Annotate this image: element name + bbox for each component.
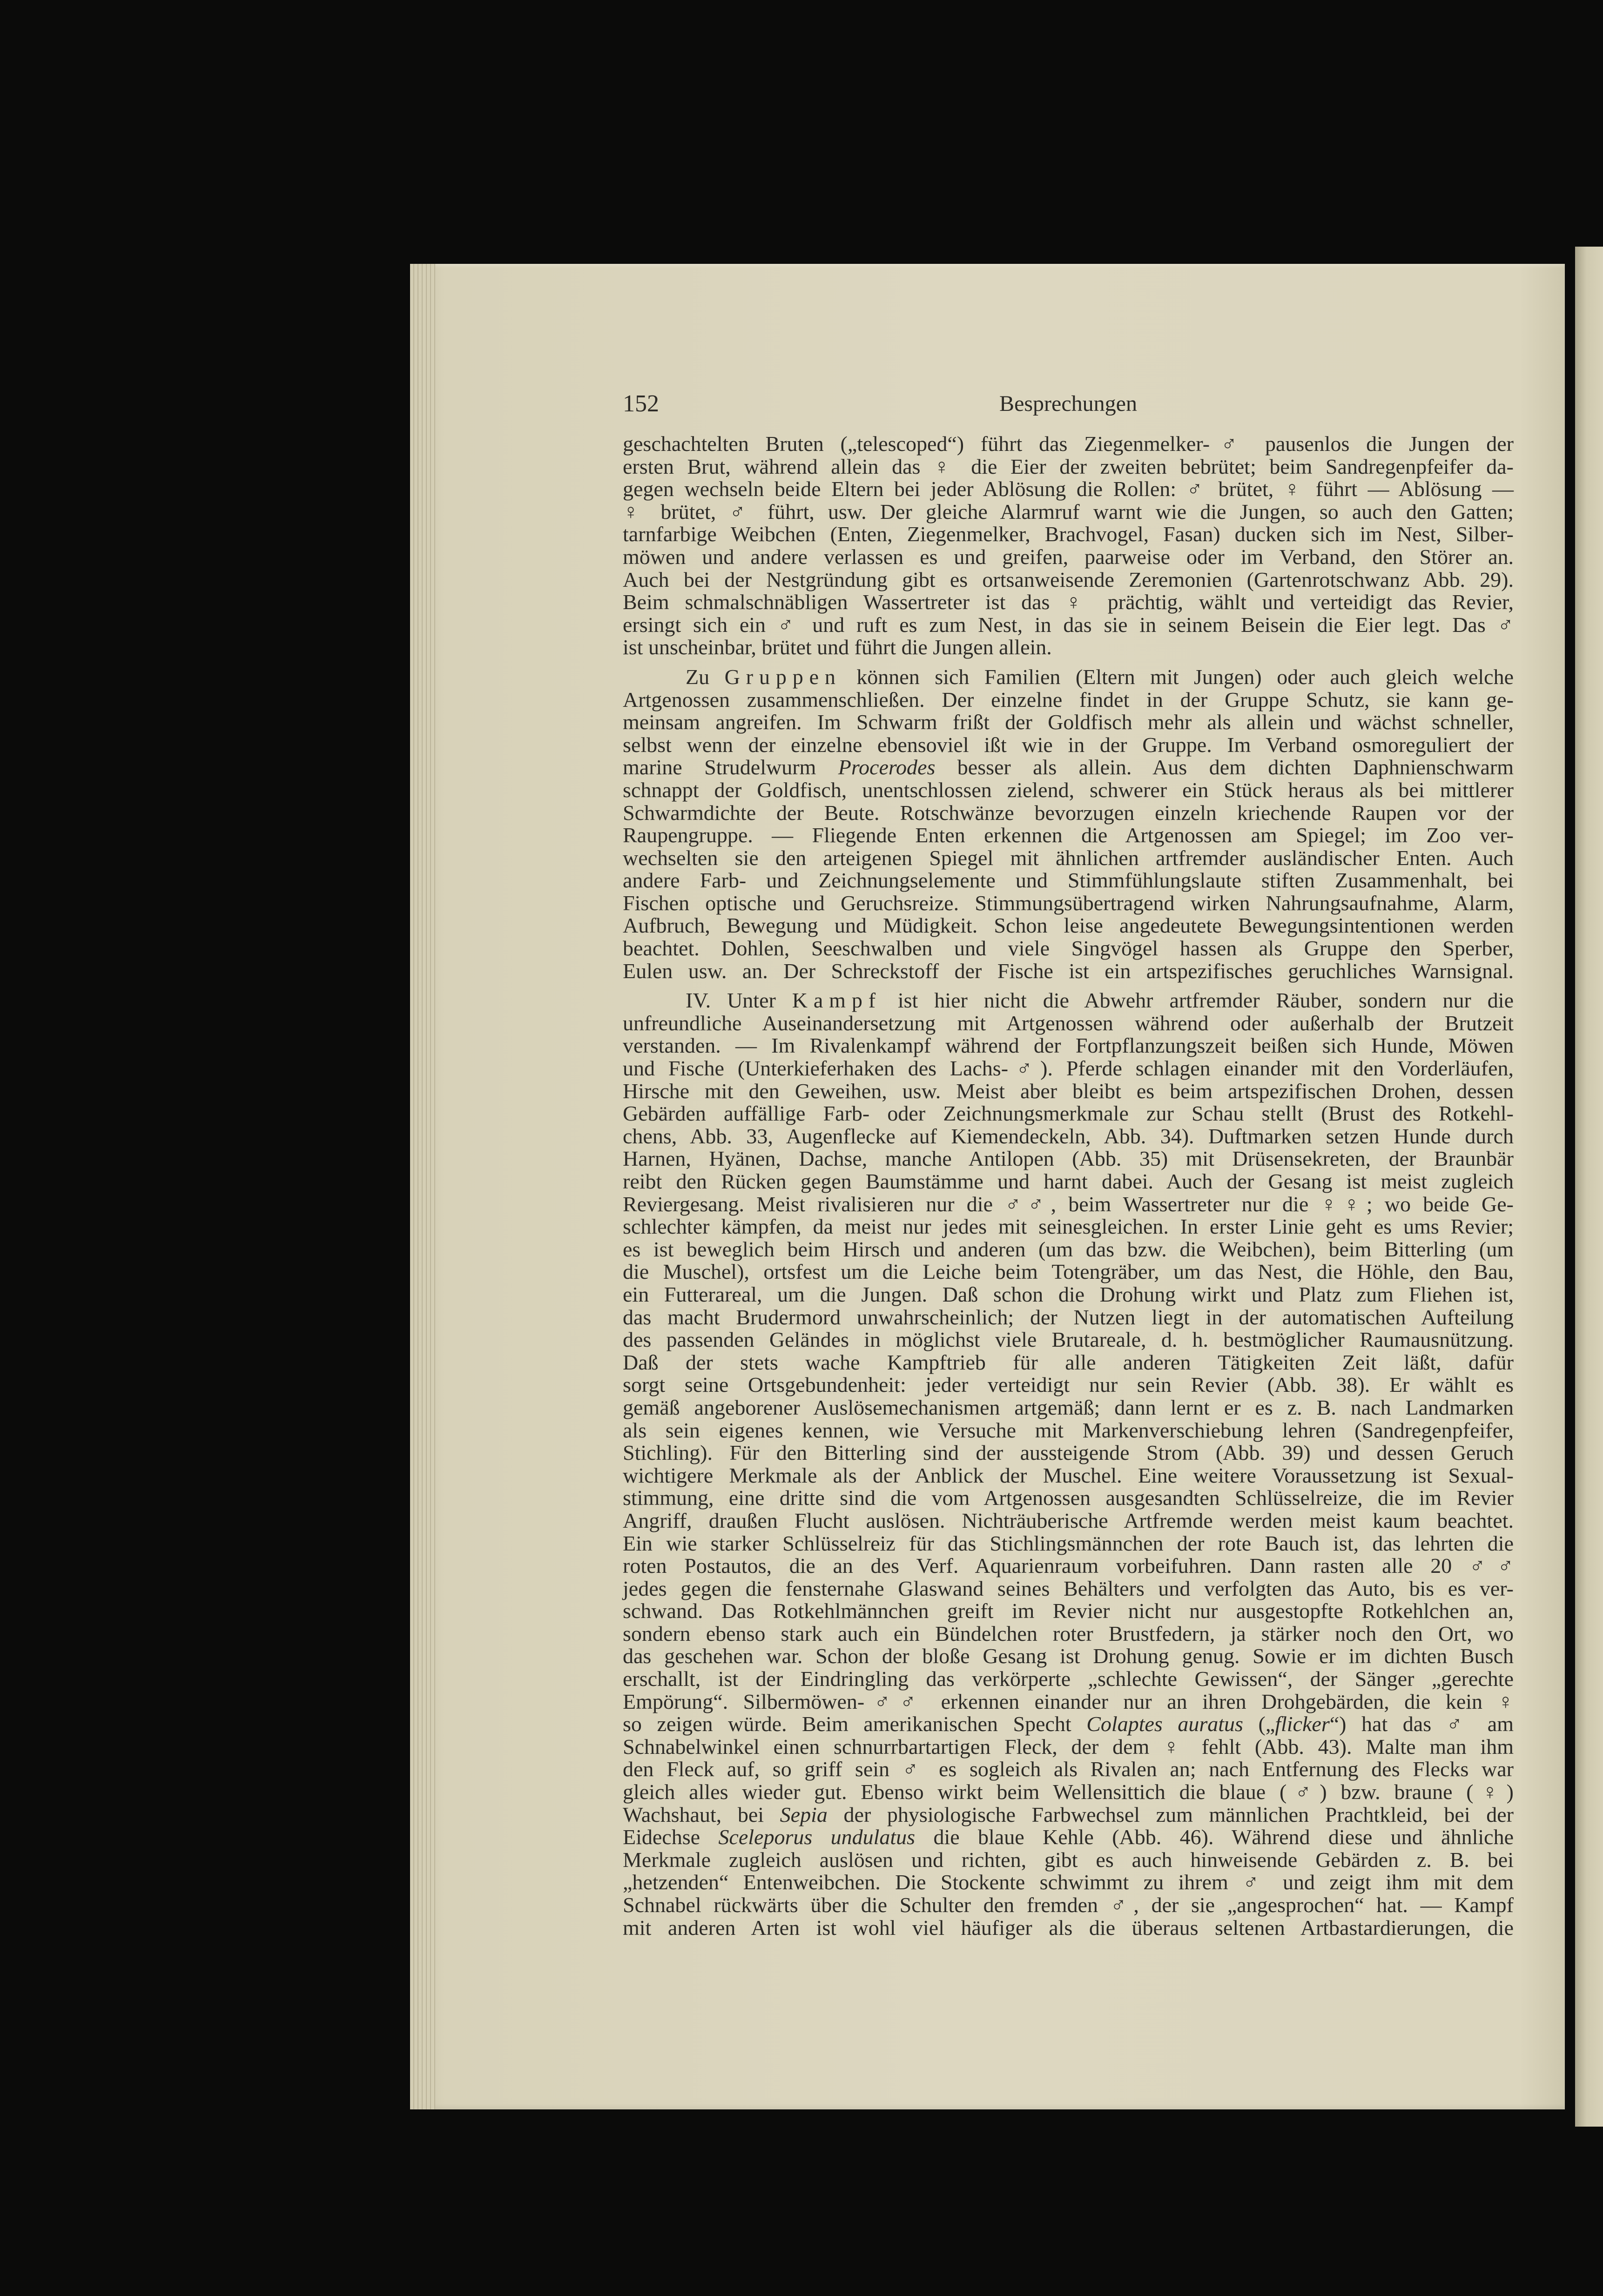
- text-line: [623, 569, 1514, 591]
- text-run: selbst wenn der einzelne ebensoviel ißt wie in der Gruppe. Im Verband osmoreguliert der: [623, 732, 1514, 757]
- italic-text: Sceleporus undulatus: [718, 1825, 916, 1849]
- italic-text: Sepia: [780, 1802, 828, 1826]
- text-run: Aufbruch, Bewegung und Müdigkeit. Schon leise angedeutete Bewegungsintentionen werden: [623, 913, 1514, 938]
- text-run: schwand. Das Rotkehlmännchen greift im Revier nicht nur ausgestopfte Rotkehlchen an,: [623, 1599, 1514, 1623]
- adjacent-page-edge: [1575, 247, 1603, 2127]
- text-line: [623, 1193, 1514, 1216]
- text-line: [623, 1894, 1514, 1917]
- text-run: Stichling). Für den Bitterling sind der aussteigende Strom (Abb. 39) und dessen Geruch: [623, 1441, 1514, 1465]
- text-run: Daß der stets wache Kampftrieb für alle anderen Tätigkeiten Zeit läßt, dafür: [623, 1350, 1514, 1374]
- text-line: [623, 1555, 1514, 1578]
- text-line: [623, 689, 1514, 712]
- text-line: [623, 1826, 1514, 1849]
- text-line: [623, 1691, 1514, 1713]
- text-line: [623, 1532, 1514, 1555]
- text-line: [623, 779, 1514, 802]
- text-run: Merkmale zugleich auslösen und richten, gibt es auch hinweisende Gebärden z. B. bei: [623, 1847, 1514, 1872]
- text-run: möwen und andere verlassen es und greifen, paarweise oder im Verband, den Störer an.: [623, 544, 1514, 569]
- text-line: [623, 1396, 1514, 1419]
- text-run: unfreundliche Auseinandersetzung mit Artgenossen während oder außerhalb der Brutzeit: [623, 1011, 1514, 1035]
- page-header: [623, 390, 1514, 418]
- text-run: gegen wechseln beide Eltern bei jeder Ablösung die Rollen: ♂ brütet, ♀ führt — Ablösung —: [623, 477, 1514, 501]
- text-run: “) hat das ♂ am: [1329, 1712, 1514, 1736]
- text-line: [623, 433, 1514, 456]
- text-line: [623, 1148, 1514, 1170]
- text-run: „hetzenden“ Entenweibchen. Die Stockente schwimmt zu ihrem ♂ und zeigt ihm mit dem: [623, 1870, 1514, 1894]
- text-run: ein Futterareal, um die Jungen. Daß schon die Drohung wirkt und Platz zum Fliehen ist,: [623, 1282, 1514, 1306]
- text-run: ist unscheinbar, brütet und führt die Jungen allein.: [623, 635, 1052, 659]
- text-line: [623, 1034, 1514, 1057]
- text-run: Schwarmdichte der Beute. Rotschwänze bevorzugen einzeln kriechende Raupen vor der: [623, 800, 1514, 825]
- text-line: [623, 1329, 1514, 1351]
- text-line: [623, 756, 1514, 779]
- text-run: sorgt seine Ortsgebundenheit: jeder verteidigt nur sein Revier (Abb. 38). Er wählt es: [623, 1373, 1514, 1397]
- text-run: Beim schmalschnäbligen Wassertreter ist das ♀ prächtig, wählt und verteidigt das Revier,: [623, 590, 1514, 614]
- text-run: wichtigere Merkmale als der Anblick der Muschel. Eine weitere Voraussetzung ist Sexual-: [623, 1463, 1514, 1487]
- text-line: [623, 636, 1514, 659]
- text-run: Empörung“. Silbermöwen-♂♂ erkennen einander nur an ihren Drohgebärden, die kein ♀: [623, 1689, 1514, 1713]
- text-line: [623, 1758, 1514, 1781]
- text-run: so zeigen würde. Beim amerikanischen Specht: [623, 1712, 1087, 1736]
- text-line: [623, 802, 1514, 825]
- text-block: [623, 433, 1514, 1939]
- text-line: [623, 960, 1514, 983]
- text-run: gleich alles wieder gut. Ebenso wirkt beim Wellensittich die blaue (♂) bzw. braune (♀): [623, 1780, 1514, 1804]
- text-run: Gebärden auffällige Farb- oder Zeichnungsmerkmale zur Schau stellt (Brust des Rotkehl-: [623, 1101, 1514, 1126]
- text-run: mit anderen Arten ist wohl viel häufiger als die überaus seltenen Artbastardierungen, die: [623, 1915, 1514, 1940]
- text-run: sondern ebenso stark auch ein Bündelchen roter Brustfedern, ja stärker noch den Ort, wo: [623, 1621, 1514, 1645]
- text-line: [623, 1012, 1514, 1035]
- text-line: [623, 869, 1514, 892]
- spaced-emphasis-text: Gruppen: [724, 665, 842, 689]
- text-run: Raupengruppe. — Fliegende Enten erkennen die Artgenossen am Spiegel; im Zoo ver-: [623, 823, 1514, 847]
- text-line: [623, 478, 1514, 501]
- text-line: [623, 1283, 1514, 1306]
- paragraph: [623, 989, 1514, 1939]
- text-line: [623, 614, 1514, 637]
- text-run: schnappt der Goldfisch, unentschlossen zielend, schwerer ein Stück heraus als bei mittlerer: [623, 778, 1514, 802]
- text-line: [623, 711, 1514, 734]
- text-run: marine Strudelwurm: [623, 755, 838, 779]
- text-line: [623, 1804, 1514, 1826]
- text-line: [623, 1125, 1514, 1148]
- text-run: ♀ brütet, ♂ führt, usw. Der gleiche Alarmruf warnt wie die Jungen, so auch den Gatten;: [623, 499, 1514, 524]
- text-line: [623, 501, 1514, 524]
- text-run: ist hier nicht die Abwehr artfremder Räuber, sondern nur die: [881, 988, 1514, 1013]
- text-run: stimmung, eine dritte sind die vom Artgenossen ausgesandten Schlüsselreize, die im Revier: [623, 1486, 1514, 1510]
- text-run: als sein eigenes kennen, wie Versuche mit Markenverschiebung lehren (Sandregenpfeifer,: [623, 1418, 1514, 1442]
- text-line: [623, 1713, 1514, 1736]
- italic-text: Colaptes auratus: [1086, 1712, 1243, 1736]
- book-page: [410, 264, 1565, 2109]
- text-line: [623, 666, 1514, 689]
- text-line: [623, 734, 1514, 757]
- text-run: es ist beweglich beim Hirsch und anderen (um das bzw. die Weibchen), beim Bitterling (um: [623, 1237, 1514, 1261]
- text-line: [623, 1487, 1514, 1510]
- text-run: Reviergesang. Meist rivalisieren nur die ♂♂, beim Wassertreter nur die ♀♀; wo beide Ge-: [623, 1192, 1514, 1216]
- text-run: Auch bei der Nestgründung gibt es ortsanweisende Zeremonien (Gartenrotschwanz Abb. 29).: [623, 567, 1514, 591]
- text-run: der physiologische Farbwechsel zum männlichen Prachtkleid, bei der: [827, 1802, 1514, 1826]
- text-line: [623, 1578, 1514, 1600]
- text-line: [623, 546, 1514, 569]
- text-run: andere Farb- und Zeichnungselemente und Stimmfühlungslaute stiften Zusammenhalt, bei: [623, 868, 1514, 893]
- text-line: [623, 1170, 1514, 1193]
- text-line: [623, 937, 1514, 960]
- text-run: Angriff, draußen Flucht auslösen. Nichträuberische Artfremde werden meist kaum beachtet.: [623, 1508, 1514, 1532]
- text-line: [623, 1374, 1514, 1396]
- text-run: Fischen optische und Geruchsreize. Stimmungsübertragend wirken Nahrungsaufnahme, Alarm,: [623, 891, 1514, 915]
- italic-text: flicker: [1275, 1712, 1330, 1736]
- text-line: [623, 1668, 1514, 1691]
- text-run: geschachtelten Bruten („telescoped“) führt das Ziegenmelker-♂ pausenlos die Jungen der: [623, 432, 1514, 456]
- text-run: IV. Unter: [686, 988, 792, 1013]
- text-line: [623, 1849, 1514, 1872]
- page-number: 152: [623, 390, 659, 417]
- text-line: [623, 1419, 1514, 1442]
- text-run: roten Postautos, die an des Verf. Aquarienraum vorbeifuhren. Dann rasten alle 20 ♂♂: [623, 1554, 1514, 1578]
- text-run: schlechter kämpfen, da meist nur jedes mit seinesgleichen. In erster Linie geht es ums Revier;: [623, 1215, 1514, 1239]
- running-title: Besprechungen: [999, 391, 1137, 416]
- text-run: Eidechse: [623, 1825, 719, 1849]
- text-run: Wachshaut, bei: [623, 1802, 780, 1826]
- text-run: das macht Brudermord unwahrscheinlich; der Nutzen liegt in der automatischen Aufteilung: [623, 1305, 1514, 1329]
- text-run: reibt den Rücken gegen Baumstämme und harnt dabei. Auch der Gesang ist meist zugleich: [623, 1169, 1514, 1193]
- text-run: jedes gegen die fensternahe Glaswand seines Behälters und verfolgten das Auto, bis es ver-: [623, 1576, 1514, 1600]
- text-run: die Muschel), ortsfest um die Leiche beim Totengräber, um das Nest, die Höhle, den Bau,: [623, 1260, 1514, 1284]
- text-line: [623, 1215, 1514, 1238]
- text-line: [623, 1510, 1514, 1532]
- text-run: Ein wie starker Schlüsselreiz für das Stichlingsmännchen der rote Bauch ist, das lehrten die: [623, 1531, 1514, 1555]
- text-run: des passenden Geländes in möglichst viele Brutareale, d. h. bestmöglicher Raumausnützung.: [623, 1328, 1514, 1352]
- text-run: Zu: [686, 665, 725, 689]
- text-line: [623, 1102, 1514, 1125]
- text-line: [623, 456, 1514, 478]
- text-run: verstanden. — Im Rivalenkampf während der Fortpflanzungszeit beißen sich Hunde, Möwen: [623, 1034, 1514, 1058]
- text-line: [623, 1623, 1514, 1645]
- text-line: [623, 1600, 1514, 1623]
- text-run: wechselten sie den arteigenen Spiegel mit ähnlichen artfremder ausländischer Enten. Auch: [623, 846, 1514, 870]
- text-run: ersingt sich ein ♂ und ruft es zum Nest, in das sie in seinem Beisein die Eier legt. Das ♂: [623, 612, 1514, 637]
- text-run: besser als allein. Aus dem dichten Daphnienschwarm: [935, 755, 1514, 779]
- italic-text: Procerodes: [838, 755, 936, 779]
- text-run: gemäß angeborener Auslösemechanismen artgemäß; dann lernt er es z. B. nach Landmarken: [623, 1395, 1514, 1419]
- text-line: [623, 847, 1514, 870]
- text-run: Artgenossen zusammenschließen. Der einzelne findet in der Gruppe Schutz, sie kann ge-: [623, 687, 1514, 712]
- text-line: [623, 1261, 1514, 1283]
- text-line: [623, 1080, 1514, 1103]
- text-run: Eulen usw. an. Der Schreckstoff der Fische ist ein artspezifisches geruchliches Warnsignal.: [623, 959, 1514, 983]
- text-run: beachtet. Dohlen, Seeschwalben und viele Singvögel hassen als Gruppe den Sperber,: [623, 936, 1514, 960]
- text-line: [623, 523, 1514, 546]
- text-run: („: [1243, 1712, 1275, 1736]
- text-line: [623, 1781, 1514, 1804]
- text-line: [623, 914, 1514, 937]
- text-run: das geschehen war. Schon der bloße Gesang ist Drohung genug. Sowie er im dichten Busch: [623, 1644, 1514, 1668]
- text-run: chens, Abb. 33, Augenflecke auf Kiemendeckeln, Abb. 34). Duftmarken setzen Hunde durch: [623, 1124, 1514, 1148]
- text-line: [623, 824, 1514, 847]
- text-line: [623, 591, 1514, 614]
- text-run: können sich Familien (Eltern mit Jungen) oder auch gleich welche: [841, 665, 1514, 689]
- text-run: und Fische (Unterkieferhaken des Lachs-♂). Pferde schlagen einander mit den Vorderläufen,: [623, 1056, 1514, 1081]
- text-line: [623, 892, 1514, 915]
- paragraph: [623, 666, 1514, 982]
- text-line: [623, 1306, 1514, 1329]
- text-line: [623, 1442, 1514, 1464]
- text-run: Harnen, Hyänen, Dachse, manche Antilopen (Abb. 35) mit Drüsensekreten, der Braunbär: [623, 1147, 1514, 1171]
- text-run: Hirsche mit den Geweihen, usw. Meist aber bleibt es beim artspezifischen Drohen, dessen: [623, 1079, 1514, 1103]
- text-run: Schnabel rückwärts über die Schulter den fremden ♂, der sie „angesprochen“ hat. — Kampf: [623, 1893, 1514, 1917]
- text-run: meinsam angreifen. Im Schwarm frißt der Goldfisch mehr als allein und wächst schneller,: [623, 710, 1514, 734]
- text-line: [623, 1736, 1514, 1759]
- spaced-emphasis-text: Kampf: [792, 988, 882, 1013]
- text-line: [623, 989, 1514, 1012]
- text-line: [623, 1645, 1514, 1668]
- paragraph: [623, 433, 1514, 659]
- page-stack-edge: [410, 264, 435, 2109]
- text-run: den Fleck auf, so griff sein ♂ es sogleich als Rivalen an; nach Entfernung des Flecks war: [623, 1757, 1514, 1781]
- text-run: erschallt, ist der Eindringling das verkörperte „schlechte Gewissen“, der Sänger „gerechte: [623, 1667, 1514, 1691]
- text-line: [623, 1351, 1514, 1374]
- text-line: [623, 1238, 1514, 1261]
- text-line: [623, 1871, 1514, 1894]
- text-run: tarnfarbige Weibchen (Enten, Ziegenmelker, Brachvogel, Fasan) ducken sich im Nest, Silber-: [623, 522, 1514, 546]
- text-run: die blaue Kehle (Abb. 46). Während diese und ähnliche: [915, 1825, 1514, 1849]
- text-line: [623, 1057, 1514, 1080]
- text-line: [623, 1464, 1514, 1487]
- text-run: ersten Brut, während allein das ♀ die Eier der zweiten bebrütet; beim Sandregenpfeifer da-: [623, 454, 1514, 478]
- text-line: [623, 1917, 1514, 1940]
- text-run: Schnabelwinkel einen schnurrbartartigen Fleck, der dem ♀ fehlt (Abb. 43). Malte man ihm: [623, 1734, 1514, 1759]
